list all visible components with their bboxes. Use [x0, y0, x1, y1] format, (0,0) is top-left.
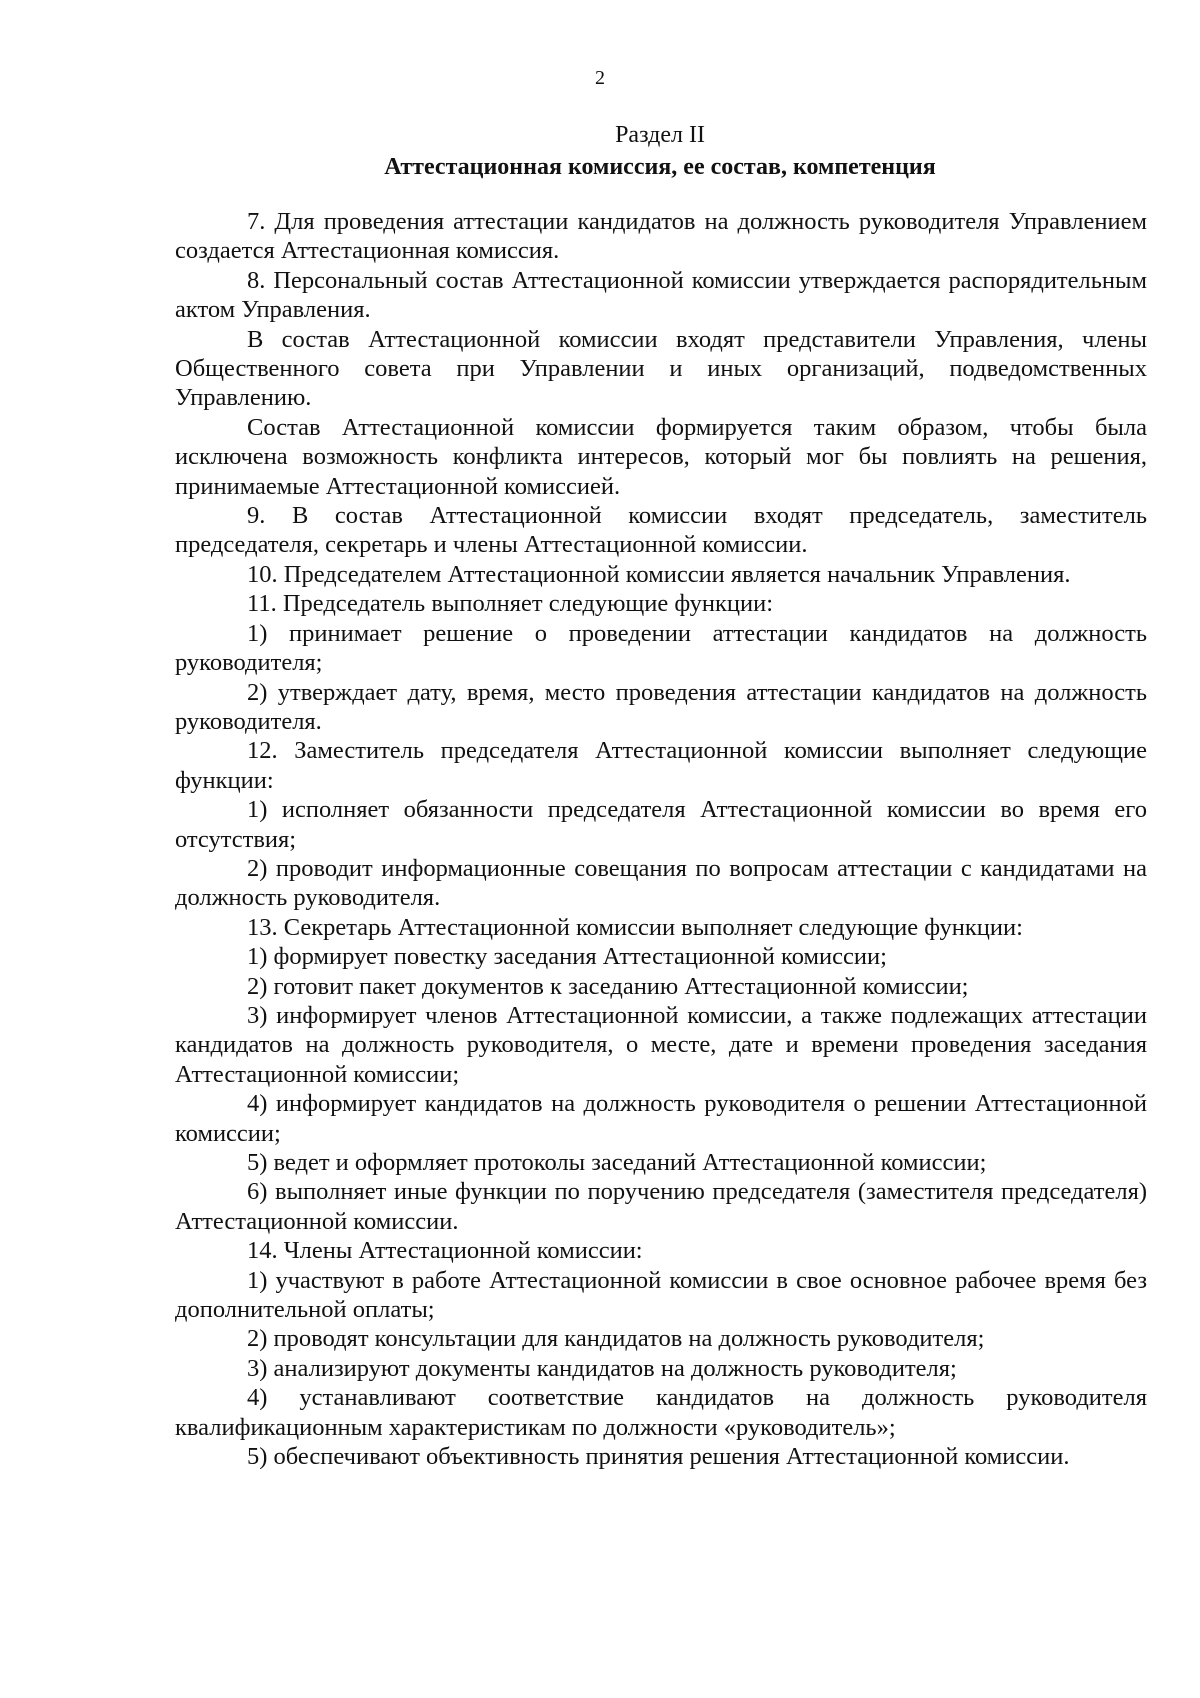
paragraph-13-item-3: 3) информирует членов Аттестационной комиссии, а также подлежащих аттестации кандидатов на должность руководителя, о месте, дате и времени проведения заседания Аттестационной комиссии; — [175, 1001, 1147, 1088]
paragraph-13-item-2: 2) готовит пакет документов к заседанию Аттестационной комиссии; — [247, 972, 969, 1000]
paragraph-11-item-1: 1) принимает решение о проведении аттестации кандидатов на должность руководителя; — [175, 619, 1147, 677]
paragraph-13-item-1: 1) формирует повестку заседания Аттестационной комиссии; — [247, 943, 887, 971]
paragraph-13-item-5: 5) ведет и оформляет протоколы заседаний Аттестационной комиссии; — [247, 1149, 987, 1176]
paragraph-10: 10. Председателем Аттестационной комиссии является начальник Управления. — [247, 560, 1071, 588]
section-label: Раздел II — [615, 122, 705, 148]
paragraph-14-item-2: 2) проводят консультации для кандидатов на должность руководителя; — [247, 1325, 985, 1353]
paragraph-12: 12. Заместитель председателя Аттестационной комиссии выполняет следующие функции: — [175, 737, 1147, 794]
paragraph-7: 7. Для проведения аттестации кандидатов на должность руководителя Управлением создается Аттестационная комиссия. — [175, 208, 1147, 265]
paragraph-13-item-6: 6) выполняет иные функции по поручению председателя (заместителя председателя) Аттестационной комиссии. — [175, 1178, 1147, 1235]
paragraph-11-item-2: 2) утверждает дату, время, место проведения аттестации кандидатов на должность руководителя. — [175, 678, 1147, 735]
section-title: Аттестационная комиссия, ее состав, компетенция — [384, 154, 936, 180]
paragraph-14-item-3: 3) анализируют документы кандидатов на должность руководителя; — [247, 1354, 957, 1382]
paragraph-8-members: В состав Аттестационной комиссии входят представители Управления, члены Общественного совета при Управлении и иных организаций, подведомственных Управлению. — [175, 325, 1147, 412]
paragraph-9: 9. В состав Аттестационной комиссии входят председатель, заместитель председателя, секретарь и члены Аттестационной комиссии. — [175, 502, 1147, 559]
paragraph-8-conflict: Состав Аттестационной комиссии формируется таким образом, чтобы была исключена возможность конфликта интересов, который мог бы повлиять на решения, принимаемые Аттестационной комиссией. — [175, 413, 1147, 500]
paragraph-12-item-1: 1) исполняет обязанности председателя Аттестационной комиссии во время его отсутствия; — [175, 796, 1147, 853]
document-body — [175, 207, 1147, 1471]
paragraph-14-item-1: 1) участвуют в работе Аттестационной комиссии в свое основное рабочее время без дополнительной оплаты; — [175, 1266, 1147, 1324]
paragraph-8: 8. Персональный состав Аттестационной комиссии утверждается распорядительным актом Управления. — [175, 266, 1147, 324]
paragraph-14: 14. Члены Аттестационной комиссии: — [247, 1237, 643, 1265]
page-number: 2 — [595, 67, 605, 89]
paragraph-11: 11. Председатель выполняет следующие функции: — [247, 590, 774, 618]
paragraph-13: 13. Секретарь Аттестационной комиссии выполняет следующие функции: — [247, 913, 1023, 941]
paragraph-12-item-2: 2) проводит информационные совещания по вопросам аттестации с кандидатами на должность руководителя. — [175, 854, 1147, 912]
paragraph-14-item-5: 5) обеспечивают объективность принятия решения Аттестационной комиссии. — [247, 1443, 1070, 1471]
paragraph-14-item-4: 4) устанавливают соответствие кандидатов на должность руководителя квалификационным характеристикам по должности «руководитель»; — [175, 1384, 1147, 1441]
paragraph-13-item-4: 4) информирует кандидатов на должность руководителя о решении Аттестационной комиссии; — [175, 1090, 1147, 1147]
